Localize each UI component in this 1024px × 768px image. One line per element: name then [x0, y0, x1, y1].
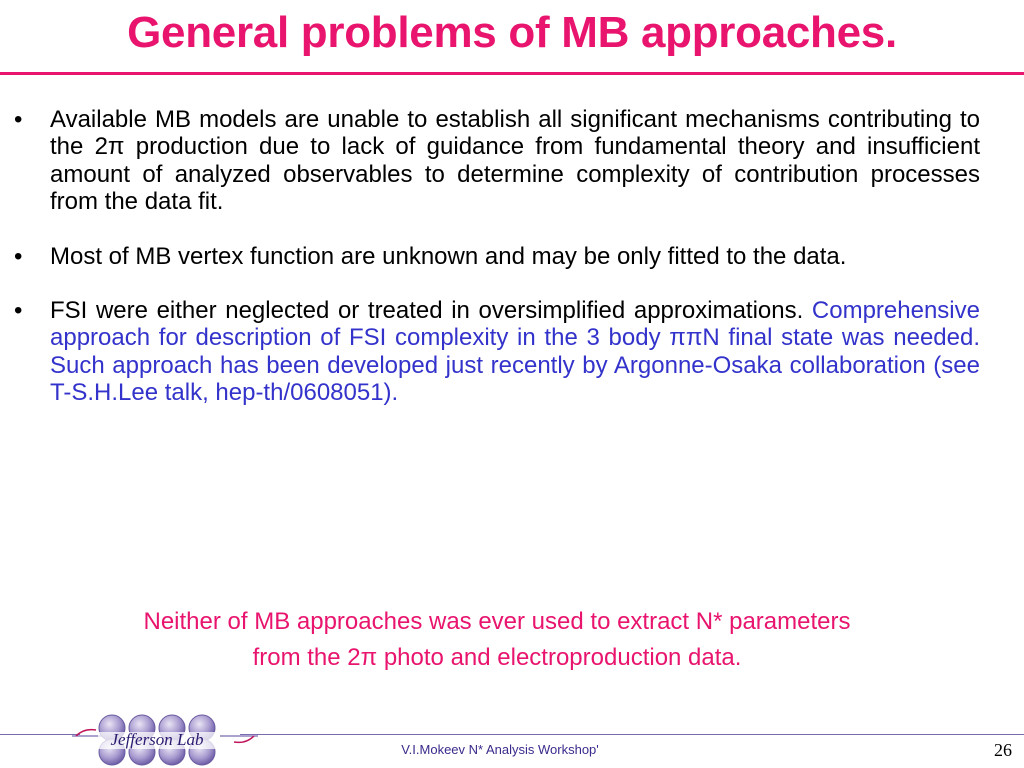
bullet-text: Most of MB vertex function are unknown and may be only fitted to the data. [50, 242, 847, 270]
bullet-item-2 [14, 243, 980, 270]
bullet-marker: • [14, 297, 23, 325]
bullet-text: Available MB models are unable to establish all significant mechanisms contributing to the 2π production due to lack of guidance from fundamental theory and insufficient amount of analyzed observables to determine complexity of contribution processes from the data fit. [50, 106, 980, 216]
footer-divider-right [240, 734, 1024, 735]
jefferson-lab-logo [70, 712, 260, 768]
bullet-marker: • [14, 242, 23, 270]
bullet-item-3 [14, 297, 980, 407]
bullet-text: FSI were either neglected or treated in oversimplified approximations. [50, 297, 812, 325]
title-divider [0, 72, 1024, 75]
bullet-item-1 [14, 106, 980, 216]
conclusion-line-1: Neither of MB approaches was ever used to extract N* parameters [143, 608, 851, 635]
slide-title: General problems of MB approaches. [127, 8, 897, 57]
svg-text:Jefferson Lab: Jefferson Lab [110, 730, 204, 749]
footer-divider-left [0, 734, 80, 735]
page-number: 26 [994, 740, 1012, 760]
conclusion-line-2: from the 2π photo and electroproduction data. [252, 644, 742, 671]
conclusion [0, 604, 994, 676]
bullet-marker: • [14, 106, 23, 133]
footer-caption: V.I.Mokeev N* Analysis Workshop' [401, 742, 599, 757]
bullet-list [14, 106, 980, 434]
bullet-highlight-text: Comprehensive approach for description of FSI complexity in the 3 body ππN final state was needed. Such approach has been developed just recently by Argonne-Osaka collaboration (see T-S.H.Lee talk, hep-th/0608051). [50, 297, 980, 407]
